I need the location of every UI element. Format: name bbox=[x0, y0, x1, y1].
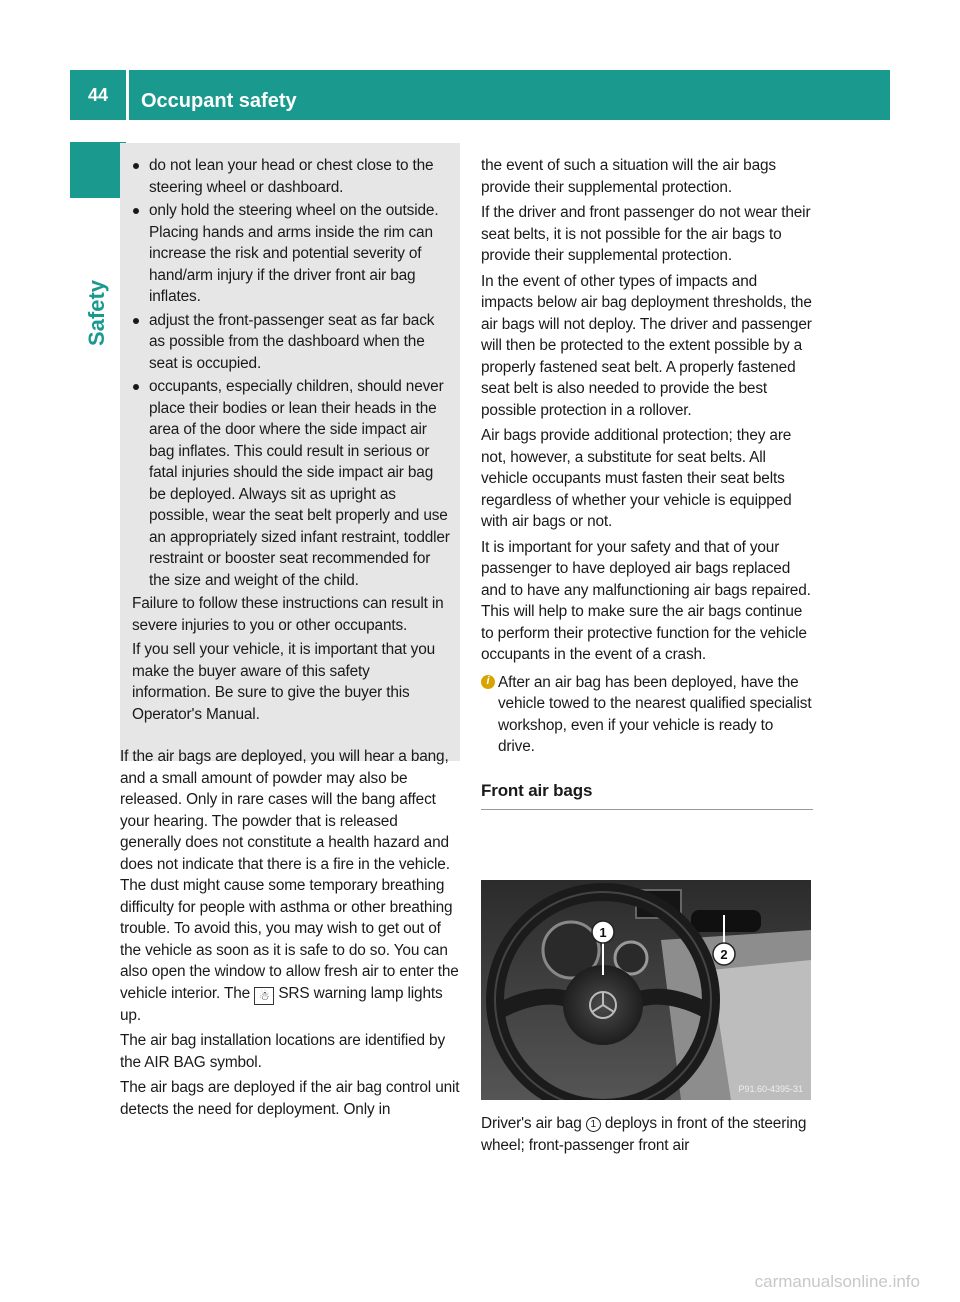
body-paragraph bbox=[120, 746, 462, 1026]
section-heading: Front air bags bbox=[481, 780, 813, 811]
left-column bbox=[120, 746, 462, 1124]
watermark: carmanualsonline.info bbox=[754, 1272, 920, 1291]
warning-bullet: do not lean your head or chest close to the steering wheel or dashboard. bbox=[132, 155, 450, 198]
caption-text: Driver's air bag bbox=[481, 1115, 582, 1132]
warning-bullet: only hold the steering wheel on the outside. Placing hands and arms inside the rim can increase the risk and potential severity of hand/arm injury if the driver front air bag inflates. bbox=[132, 200, 450, 308]
header-divider bbox=[126, 70, 129, 120]
page-title: Occupant safety bbox=[141, 90, 297, 112]
body-paragraph: the event of such a situation will the air bags provide their supplemental protection. bbox=[481, 157, 776, 196]
image-code: P91.60-4395-31 bbox=[738, 1084, 803, 1094]
callout-1-inline-marker: 1 bbox=[586, 1117, 601, 1132]
cockpit-photo bbox=[481, 880, 811, 1100]
body-paragraph: If the driver and front passenger do not wear their seat belts, it is not possible for the air bags to provide their supplemental protection. bbox=[481, 204, 811, 264]
photo-caption bbox=[481, 1113, 813, 1156]
warning-bullet: occupants, especially children, should never place their bodies or lean their heads in the area of the door where the side impact air bag inflates. This could result in serious or fatal injuries should the side impact air bag be deployed. Always sit as upright as possible, wear the seat belt properly and use an appropriately sized infant restraint, toddler restraint or booster seat recommended for the size and weight of the child. bbox=[132, 376, 450, 591]
section-marker bbox=[70, 142, 126, 198]
body-text: SRS warning lamp lights up. bbox=[120, 984, 443, 1024]
body-paragraph: It is important for your safety and that of your passenger to have deployed air bags replaced and to have any malfunctioning air bags repaired. This will help to make sure the air bags continue to perform their protective function for the vehicle occupants in the event of a crash. bbox=[481, 538, 811, 663]
callout-2-label: 2 bbox=[720, 947, 728, 962]
info-note-text: After an air bag has been deployed, have the vehicle towed to the nearest qualified specialist workshop, even if your vehicle is ready to drive. bbox=[498, 673, 812, 755]
info-note bbox=[481, 672, 813, 758]
right-column bbox=[481, 155, 813, 810]
warning-paragraph: Failure to follow these instructions can result in severe injuries to you or other occupants. bbox=[132, 595, 444, 634]
warning-bullet: adjust the front-passenger seat as far back as possible from the dashboard when the seat is occupied. bbox=[132, 310, 450, 375]
body-paragraph: In the event of other types of impacts and impacts below air bag deployment thresholds, the air bags will not deploy. The driver and passenger will then be protected to the extent possible by a properly fastened seat belt. A properly fastened seat belt is also needed to provide the best possible protection in a rollover. bbox=[481, 272, 812, 419]
warning-box bbox=[120, 143, 460, 761]
caption-text: deploys in front of the steering wheel; front-passenger front air bbox=[481, 1115, 807, 1154]
body-paragraph: Air bags provide additional protection; they are not, however, a substitute for seat belts. All vehicle occupants must fasten their seat belts regardless of whether your vehicle is equipped with air bags or not. bbox=[481, 427, 792, 530]
callout-1-label: 1 bbox=[599, 925, 607, 940]
warning-paragraph: If you sell your vehicle, it is important that you make the buyer aware of this safety information. Be sure to give the buyer this Operator's Manual. bbox=[132, 641, 436, 723]
warning-bullet-list bbox=[132, 155, 450, 591]
section-tab-label: Safety bbox=[84, 279, 109, 347]
body-text: If the air bags are deployed, you will hear a bang, and a small amount of powder may also be released. Only in rare cases will the bang affect your hearing. The powder that is released generally does not constitute a health hazard and does not indicate that there is a fire in the vehicle. The dust might cause some temporary breathing difficulty for people with asthma or other breathing trouble. To avoid this, you may wish to get out of the vehicle as soon as it is safe to do so. You can also open the window to allow fresh air to enter the vehicle interior. The bbox=[120, 748, 459, 1002]
srs-warning-lamp-icon: ☃ bbox=[254, 987, 274, 1005]
body-paragraph: The air bag installation locations are identified by the AIR BAG symbol. bbox=[120, 1032, 446, 1071]
body-paragraph: The air bags are deployed if the air bag control unit detects the need for deployment. Only in bbox=[120, 1079, 460, 1118]
page-number: 44 bbox=[87, 84, 109, 105]
info-icon: i bbox=[481, 675, 495, 689]
cockpit-illustration bbox=[481, 880, 811, 1100]
